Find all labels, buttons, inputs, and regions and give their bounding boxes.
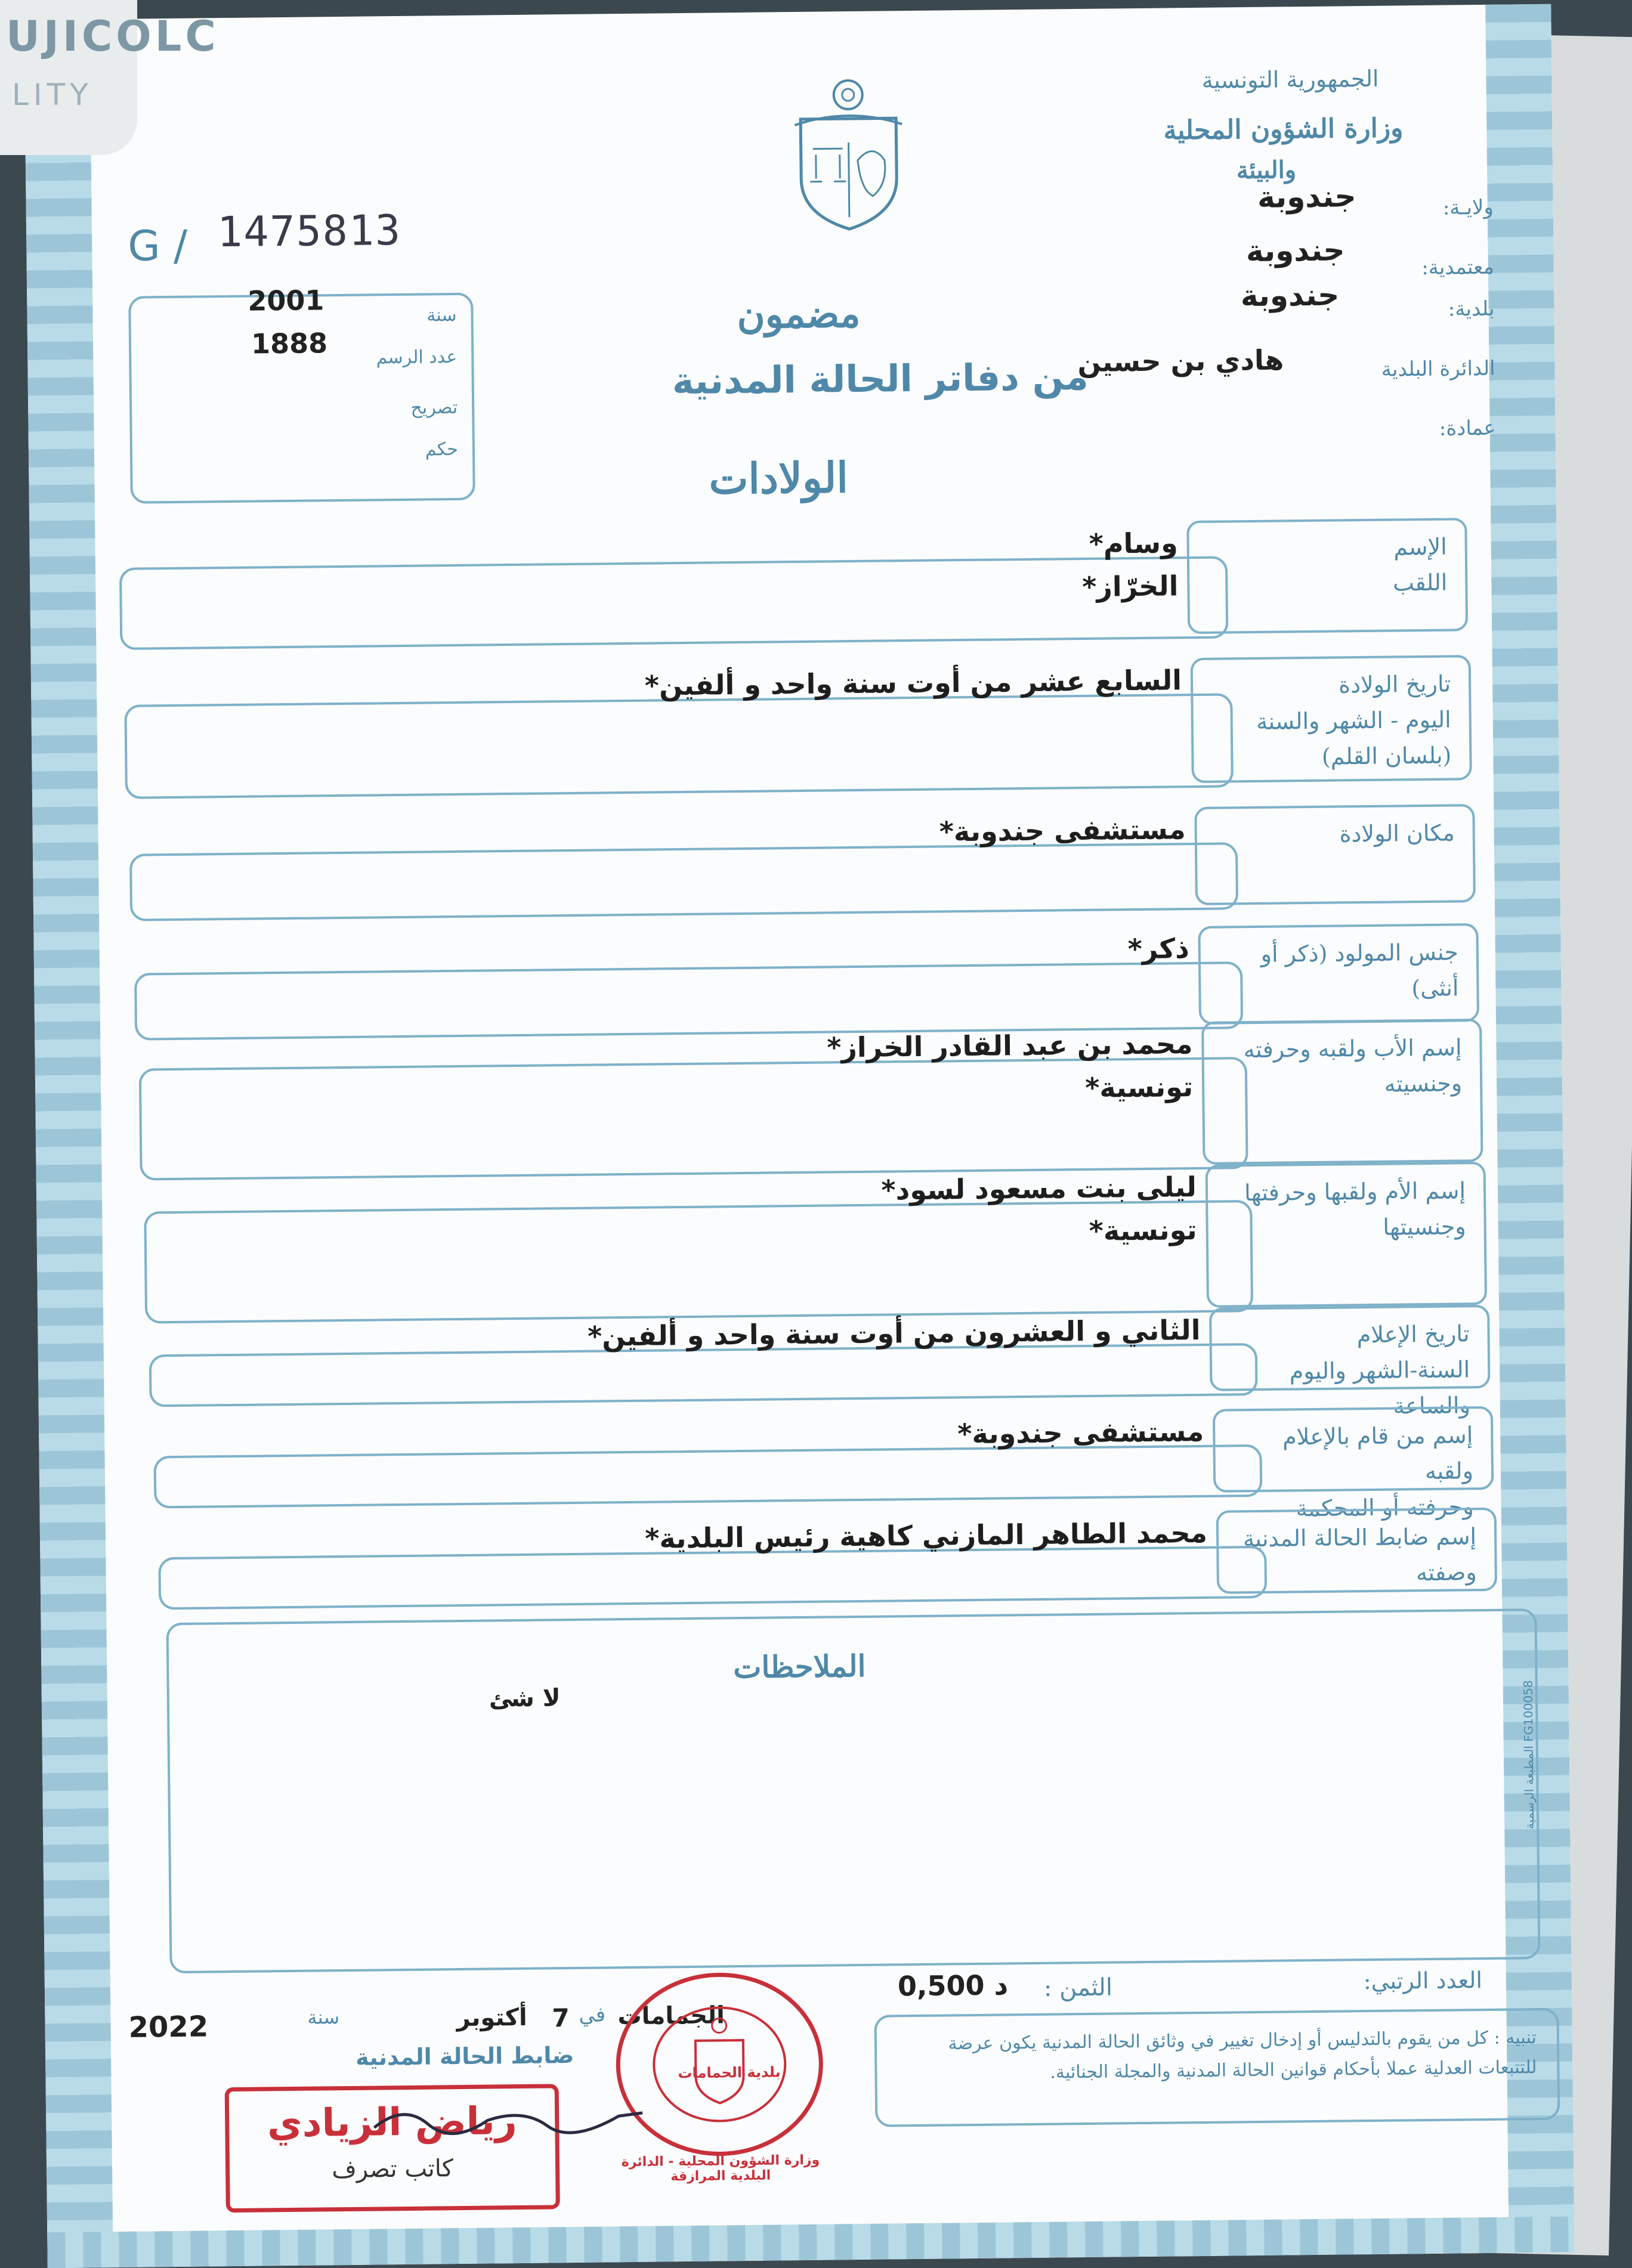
republic-label: الجمهورية التونسية (1201, 65, 1379, 94)
printer-side-note: المطبعة الرسمية FG100058 (1520, 1680, 1537, 1830)
row-label-line: جنس المولود (ذكر أو أنثى) (1260, 939, 1459, 1002)
stamp-officer-name: رياض الزيادي (267, 2099, 517, 2146)
scrap-text: UJICOLC (6, 12, 220, 61)
row-label-line: تاريخ الإعلام (1356, 1320, 1470, 1348)
daira-label: الدائرة البلدية (1381, 356, 1495, 382)
place-value: الجمامات (617, 2001, 725, 2031)
row-value-box-0 (119, 556, 1228, 649)
price-label: الثمن : (1043, 1973, 1113, 2002)
motamadia-value: جندوبة (1245, 233, 1345, 269)
row-label-line: اللقب (1392, 569, 1448, 596)
row-value-line: الخرّاز* (1081, 570, 1179, 603)
serial-number: 1475813 (217, 205, 402, 257)
row-value-box-5 (144, 1200, 1253, 1323)
year-label: سنة (307, 2006, 340, 2029)
row-value-line: تونسية* (1089, 1214, 1197, 1247)
row-value-line: تونسية* (1084, 1070, 1194, 1104)
row-label-line: مكان الولادة (1339, 819, 1455, 847)
row-value-line: وسام* (1089, 527, 1178, 560)
decorative-border-bottom (47, 2216, 1574, 2268)
motamadia-label: معتمدية: (1421, 255, 1495, 280)
signature-icon (368, 2095, 649, 2146)
row-label-line: إسم ضابط الحالة المدنية (1242, 1523, 1477, 1552)
remarks-value: لا شئ (489, 1684, 561, 1713)
decorative-border-left (24, 19, 113, 2268)
record-year-label: سنة (426, 304, 457, 326)
record-declaration-label: تصريح (410, 397, 458, 419)
ministry-label-2: والبيئة (1236, 156, 1297, 185)
row-label-line: تاريخ الولادة (1338, 670, 1451, 698)
scrap-text-2: LITY (12, 78, 93, 112)
tunisia-coat-of-arms-icon (788, 76, 909, 233)
record-year-value: 2001 (248, 284, 324, 317)
row-value-box-7 (154, 1444, 1263, 1508)
row-value-box-1 (124, 693, 1234, 799)
row-label-line: اليوم - الشهر والسنة (1256, 706, 1451, 735)
row-label-line: السنة-الشهر واليوم والساعة (1289, 1356, 1471, 1419)
row-value-line: محمد الطاهر المازني كاهية رئيس البلدية* (645, 1516, 1208, 1555)
birth-certificate (24, 4, 1574, 2268)
row-value-line: مستشفى جندوبة* (939, 813, 1186, 848)
row-label-line: وصفته (1415, 1559, 1477, 1586)
row-value-box-8 (158, 1546, 1267, 1610)
row-label-line: وجنسيته (1384, 1070, 1463, 1097)
wilaya-value: جندوبة (1257, 179, 1356, 215)
wilaya-label: ولايـة: (1442, 195, 1494, 220)
paper-scrap (0, 0, 220, 155)
title-registry: من دفاتر الحالة المدنية (672, 354, 1089, 403)
row-label-line: إسم الأم ولقبها وحرفتها (1244, 1177, 1466, 1206)
row-value-line: محمد بن عبد القادر الخراز* (826, 1028, 1193, 1064)
row-label-line: الإسم (1393, 533, 1447, 561)
officer-title: ضابط الحالة المدنية (355, 2042, 574, 2071)
row-label-line: وحرفته أو المحكمة (1296, 1493, 1474, 1522)
round-stamp-text: وزارة الشؤون المحلية - الدائرة البلدية المرازقة (621, 2152, 820, 2185)
serial-number-label: العدد الرتبي: (1363, 1967, 1483, 1995)
row-value-box-6 (149, 1343, 1258, 1407)
month-value: أكتوبر (456, 2003, 527, 2032)
record-number-value: 1888 (251, 327, 328, 360)
stamp-officer-role: كاتب تصرف (332, 2155, 454, 2184)
year-value: 2022 (128, 2010, 209, 2044)
day-value: 7 (552, 2003, 570, 2033)
row-label-line: وجنسيتها (1383, 1213, 1466, 1240)
row-value-box-4 (139, 1057, 1248, 1180)
row-label-line: إسم الأب ولقبه وحرفته (1243, 1034, 1462, 1063)
officer-name-handwritten: هادي بن حسين (1077, 344, 1284, 379)
row-value-line: السابع عشر من أوت سنة واحد و ألفين* (644, 664, 1182, 702)
warning-text: تنبيه : كل من يقوم بالتدليس أو إدخال تغيير في وثائق الحالة المدنية يكون عرضة للتتبعات العدلية عملا بأحكام قوانين الحالة المدنية والمجلة الجنائية. (948, 2027, 1537, 2083)
record-number-label: عدد الرسم (376, 346, 458, 369)
baladia-label: بلدية: (1448, 296, 1495, 321)
row-value-line: الثاني و العشرون من أوت سنة واحد و ألفين* (587, 1313, 1201, 1353)
row-label-line: (بلسان القلم) (1321, 742, 1452, 770)
title-madmoun: مضمون (737, 291, 861, 338)
row-value-line: مستشفى جندوبة* (957, 1415, 1204, 1450)
price-value: 0,500 د (897, 1969, 1009, 2003)
fi-label: في (579, 2003, 606, 2027)
baladia-value: جندوبة (1240, 277, 1340, 314)
title-births: الولادات (709, 453, 849, 504)
ministry-label: وزارة الشؤون المحلية (1163, 113, 1404, 146)
row-label-0 (1186, 518, 1468, 634)
row-label-line: إسم من قام بالإعلام ولقبه (1282, 1422, 1474, 1485)
record-judgment-label: حكم (425, 438, 459, 460)
round-stamp-inner-text: بلدية الحمامات (678, 2063, 781, 2082)
row-value-box-2 (129, 842, 1238, 921)
row-value-line: ذكر* (1127, 932, 1190, 966)
serial-prefix: G / (127, 221, 188, 271)
row-value-line: ليلى بنت مسعود لسود* (881, 1171, 1197, 1206)
remarks-label: الملاحظات (733, 1648, 866, 1685)
omda-label: عمادة: (1439, 416, 1496, 441)
